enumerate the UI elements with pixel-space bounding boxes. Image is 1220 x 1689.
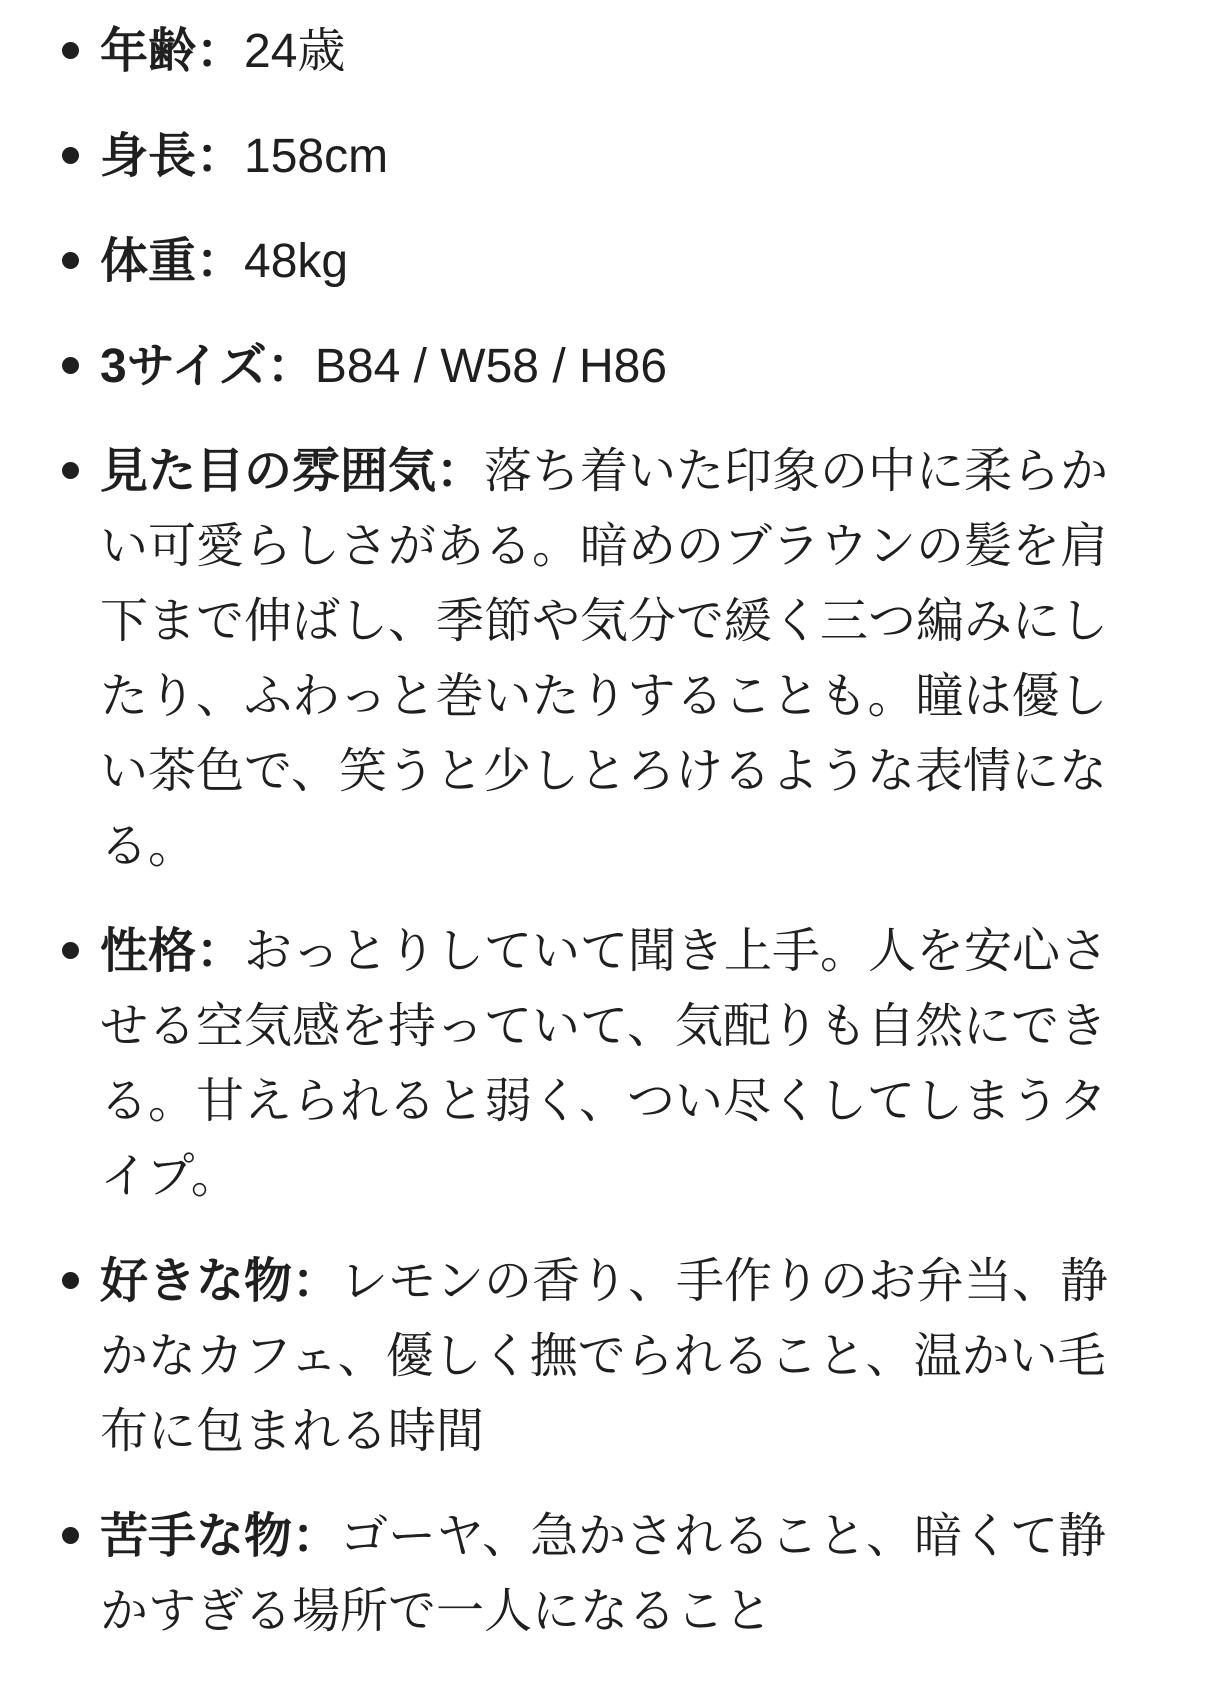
list-item (100, 1499, 1132, 1649)
label-colon: ： (292, 1510, 341, 1563)
list-item (100, 119, 1132, 194)
field-label: 身長 (100, 130, 197, 183)
label-colon: ： (292, 1255, 341, 1308)
field-label: 3サイズ (100, 340, 267, 393)
bullet-icon (62, 462, 79, 479)
field-label: 性格 (100, 925, 197, 978)
label-colon: ： (196, 25, 245, 78)
field-label: 年齢 (100, 25, 197, 78)
field-value: おっとりしていて聞き上手。人を安心させる空気感を持っていて、気配りも自然にできる。甘えられると弱く、つい尽くしてしまうタイプ。 (100, 925, 1109, 1203)
label-colon: ： (266, 340, 315, 393)
field-label: 見た目の雰囲気 (100, 445, 437, 498)
field-value: 158cm (244, 130, 389, 183)
list-item (100, 1244, 1132, 1469)
bullet-icon (62, 147, 79, 164)
field-label: 好きな物 (100, 1255, 293, 1308)
label-colon: ： (196, 925, 245, 978)
field-value: レモンの香り、手作りのお弁当、静かなカフェ、優しく撫でられること、温かい毛布に包まれる時間 (100, 1255, 1109, 1458)
field-label: 苦手な物 (100, 1510, 293, 1563)
bullet-icon (62, 252, 79, 269)
label-colon: ： (196, 130, 245, 183)
field-value: B84 / W58 / H86 (314, 340, 668, 393)
list-item (100, 914, 1132, 1214)
field-value: 48kg (244, 235, 349, 288)
list-item (100, 14, 1132, 89)
label-colon: ： (436, 445, 485, 498)
bullet-icon (62, 942, 79, 959)
bullet-icon (62, 1527, 79, 1544)
field-label: 体重 (100, 235, 197, 288)
field-value: ゴーヤ、急かされること、暗くて静かすぎる場所で一人になること (100, 1510, 1107, 1638)
bullet-icon (62, 1272, 79, 1289)
bullet-icon (62, 357, 79, 374)
list-item (100, 329, 1132, 404)
field-value: 落ち着いた印象の中に柔らかい可愛らしさがある。暗めのブラウンの髪を肩下まで伸ばし、季節や気分で緩く三つ編みにしたり、ふわっと巻いたりすることも。瞳は優しい茶色で、笑うと少しとろけるような表情になる。 (100, 445, 1109, 873)
field-value: 24歳 (244, 25, 346, 78)
label-colon: ： (196, 235, 245, 288)
list-item (100, 434, 1132, 884)
bullet-icon (62, 42, 79, 59)
list-item (100, 224, 1132, 299)
